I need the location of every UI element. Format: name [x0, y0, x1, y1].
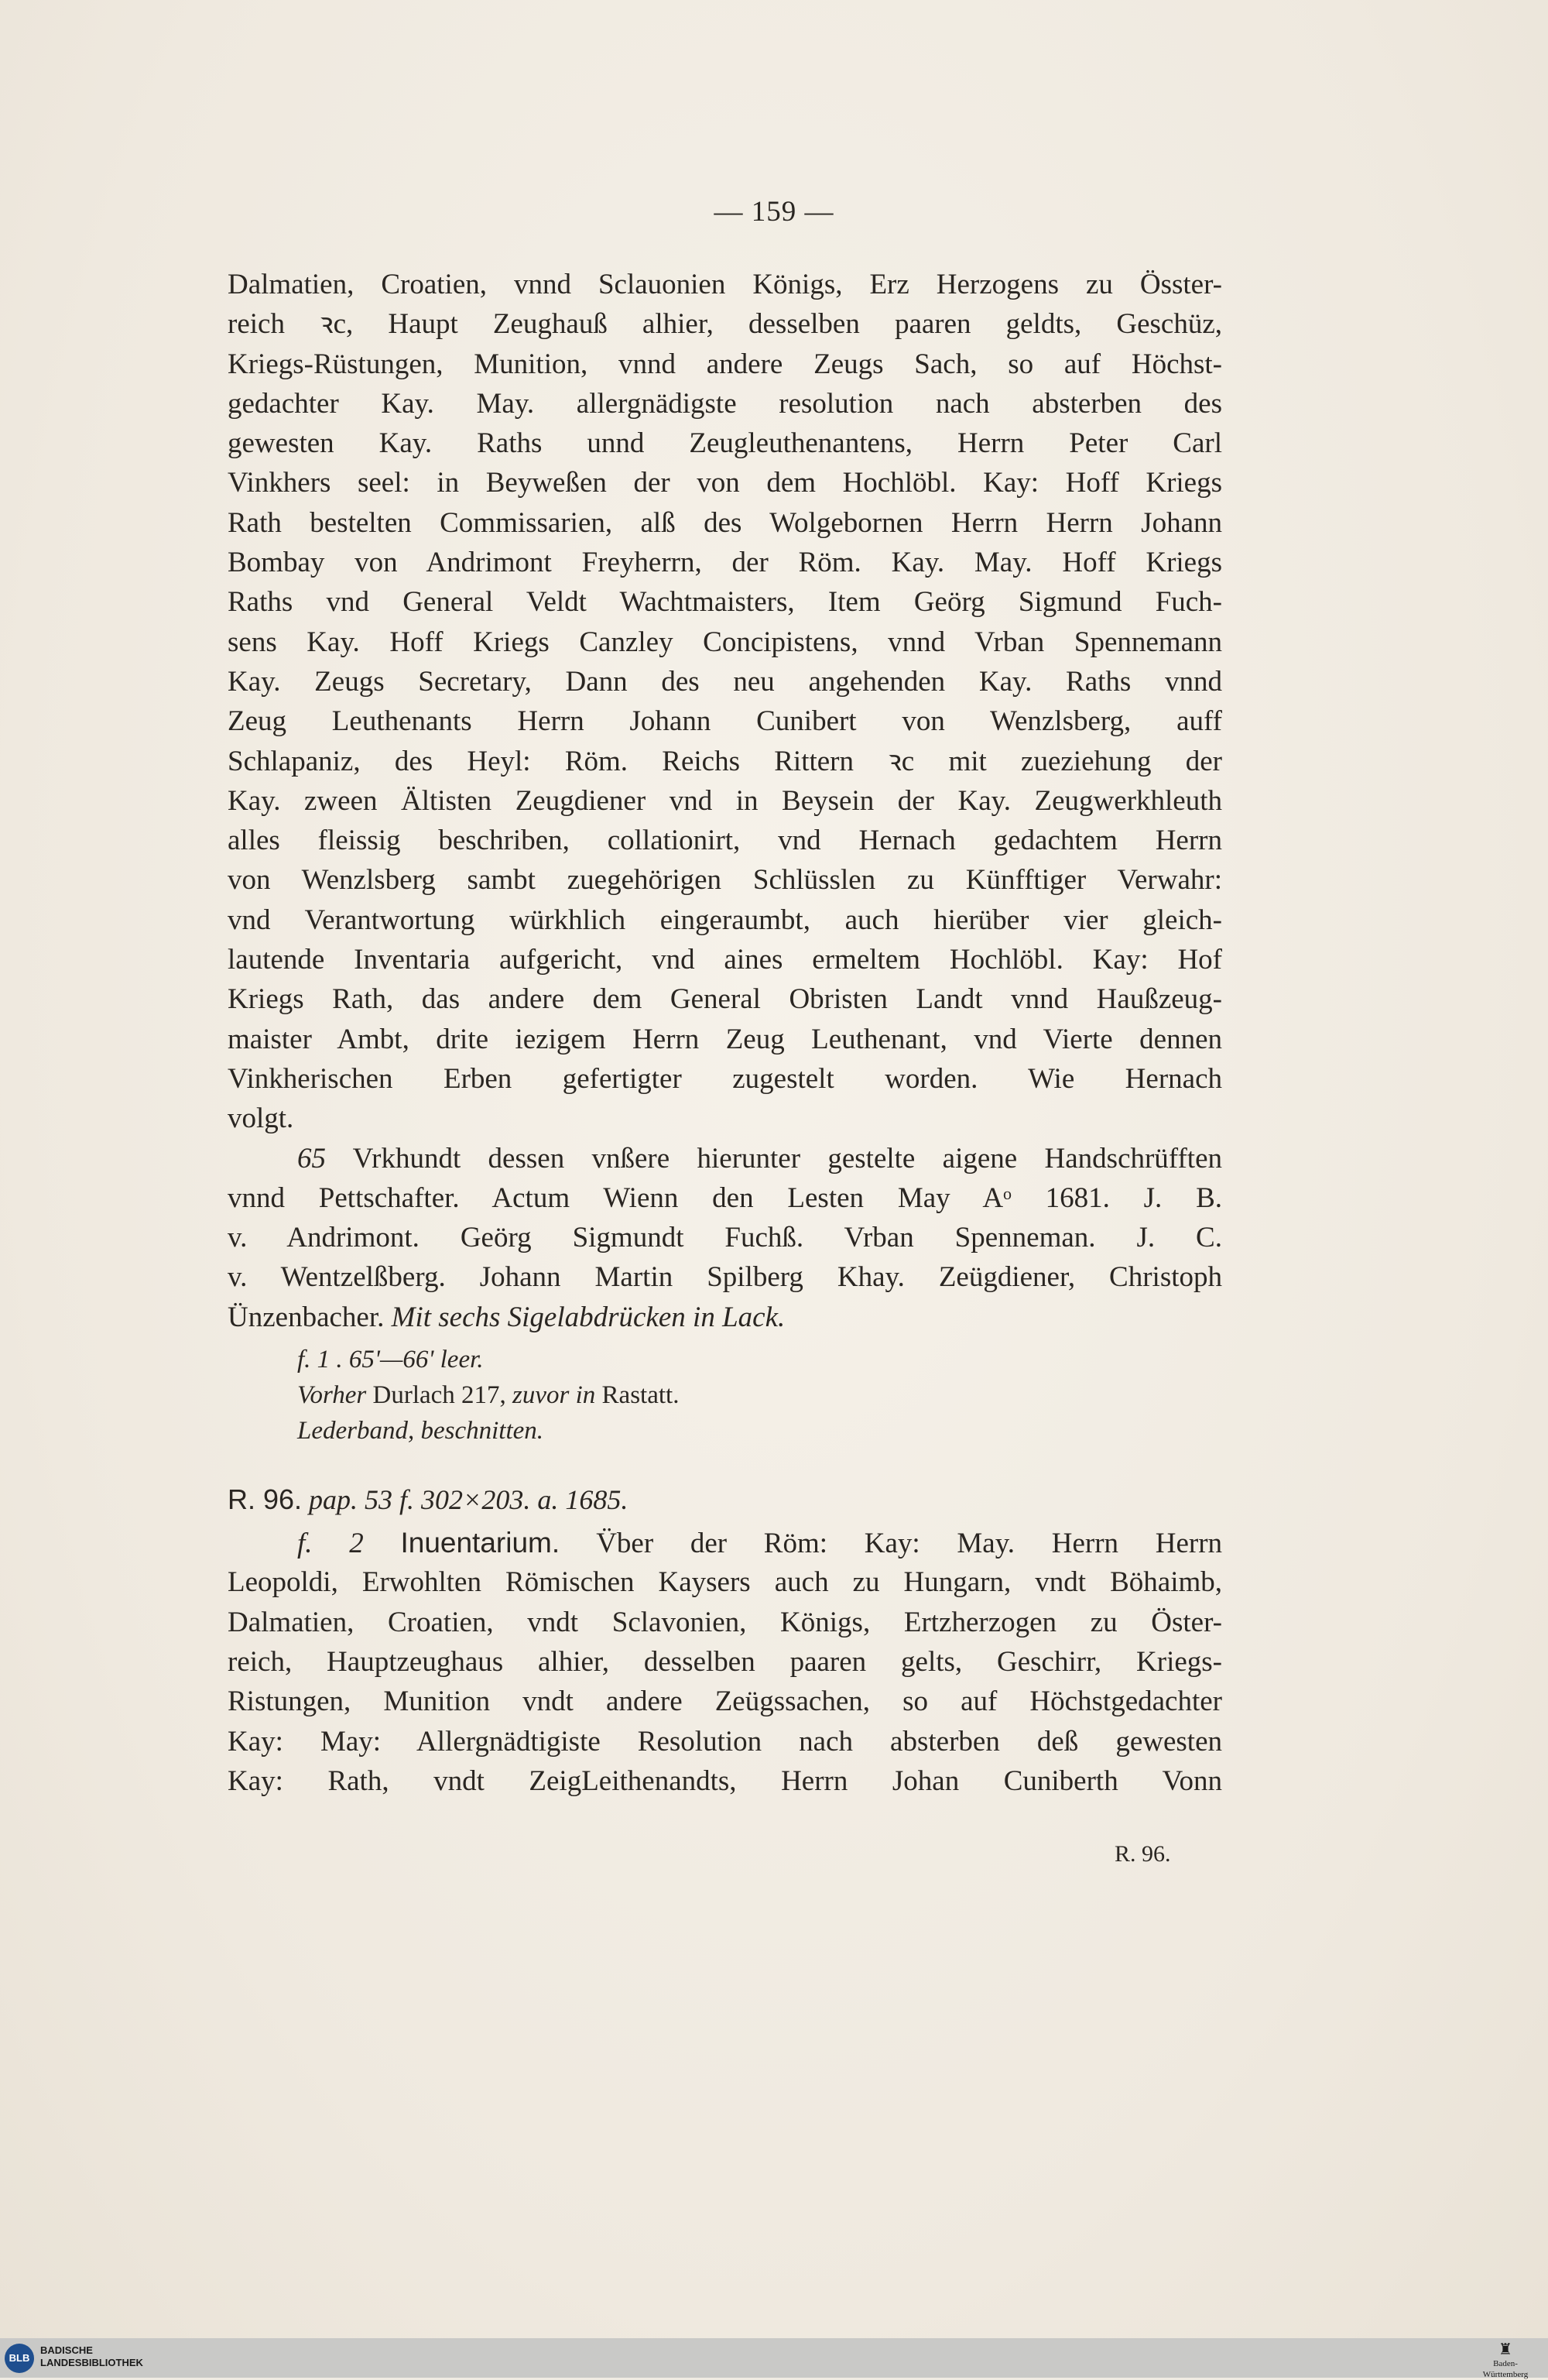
text-line: Ristungen, Munition vndt andere Zeügssachen, so auf Höchstgedachter [228, 1686, 1222, 1718]
state-name: Baden-Württemberg [1482, 2359, 1529, 2379]
manuscript-description: pap. 53 f. 302×203. a. 1685. [309, 1484, 628, 1516]
text-span: Rastatt. [595, 1381, 680, 1410]
paragraph-1 [228, 265, 1222, 1139]
entry-title: Inuentarium. [400, 1527, 560, 1559]
text-line: Dalmatien, Croatien, vndt Sclavonien, Königs, Ertzherzogen zu Öster- [228, 1606, 1222, 1638]
body-text [228, 265, 1222, 1801]
state-logo [1471, 2341, 1540, 2380]
text-line: Bombay von Andrimont Freyherrn, der Röm. Kay. May. Hoff Kriegs [228, 547, 1222, 579]
text-line: reich ꝛc, Haupt Zeughauß alhier, desselben paaren geldts, Geschüz, [228, 308, 1222, 341]
text-line: Kay. zween Ältisten Zeugdiener vnd in Beysein der Kay. Zeugwerkhleuth [228, 784, 1222, 817]
signature-mark: R. 96. [1115, 1841, 1171, 1867]
text-line [228, 1298, 1222, 1337]
text-span: BADISCHE [40, 2344, 93, 2356]
text-line: von Wenzlsberg sambt zuegehörigen Schlüsslen zu Künfftiger Verwahr: [228, 864, 1222, 897]
text-span: Durlach 217, [366, 1381, 513, 1410]
catalog-notes [228, 1342, 1222, 1449]
text-line: Zeug Leuthenants Herrn Johann Cunibert von Wenzlsberg, auff [228, 705, 1222, 738]
text-line: Kay: Rath, vndt ZeigLeithenandts, Herrn Johan Cuniberth Vonn [228, 1764, 1222, 1797]
footer-bar [0, 2338, 1548, 2378]
text-line [228, 1139, 1222, 1178]
coat-of-arms-icon: ♜ [1498, 2341, 1512, 2358]
text-span: Vorher [297, 1381, 367, 1410]
text-line: maister Ambt, drite iezigem Herrn Zeug Leuthenant, vnd Vierte dennen [228, 1023, 1222, 1055]
text-line: Kay: May: Allergnädtigiste Resolution nach absterben deß gewesten [228, 1725, 1222, 1758]
text-line: gedachter Kay. May. allergnädigste resolution nach absterben des [228, 387, 1222, 420]
folio-note: f. 1 . 65'—66' leer. [297, 1346, 484, 1374]
text-line: vnd Verantwortung würkhlich eingeraumbt, auch hierüber vier gleich- [228, 904, 1222, 936]
paragraph-3 [228, 1562, 1222, 1801]
text-line: v. Andrimont. Geörg Sigmundt Fuchß. Vrban Spenneman. J. C. [228, 1222, 1222, 1254]
text-line: v. Wentzelßberg. Johann Martin Spilberg Khay. Zeügdiener, Christoph [228, 1261, 1222, 1294]
text-line: gewesten Kay. Raths unnd Zeugleuthenantens, Herrn Peter Carl [228, 427, 1222, 460]
text-line: lautende Inventaria aufgericht, vnd aines ermeltem Hochlöbl. Kay: Hof [228, 944, 1222, 976]
text-line: Kriegs Rath, das andere dem General Obristen Landt vnnd Haußzeug- [228, 983, 1222, 1016]
text-line: sens Kay. Hoff Kriegs Canzley Concipistens, vnnd Vrban Spennemann [228, 626, 1222, 658]
text-line: Vinkhers seel: in Beyweßen der von dem Hochlöbl. Kay: Hoff Kriegs [228, 467, 1222, 499]
folio-ref: 65 [297, 1142, 326, 1175]
text-span: zuvor in [512, 1381, 596, 1410]
library-name [40, 2344, 143, 2369]
text-line: Kay. Zeugs Secretary, Dann des neu angehenden Kay. Raths vnnd [228, 665, 1222, 698]
text-line: Schlapaniz, des Heyl: Röm. Reichs Rittern ꝛc mit zueziehung der [228, 745, 1222, 777]
binding-note: Lederband, beschnitten. [297, 1417, 544, 1445]
provenance-note [228, 1377, 1222, 1413]
text-line: Dalmatien, Croatien, vnnd Sclauonien Königs, Erz Herzogens zu Össter- [228, 269, 1222, 300]
page-number: — 159 — [714, 196, 834, 228]
text-line: Kriegs-Rüstungen, Munition, vnnd andere Zeugs Sach, so auf Höchst- [228, 348, 1222, 380]
text-line: Vinkherischen Erben gefertigter zugestelt worden. Wie Hernach [228, 1062, 1222, 1095]
seal-note: Mit sechs Sigelabdrücken in Lack. [391, 1301, 786, 1333]
text-line: Leopoldi, Erwohlten Römischen Kaysers auch zu Hungarn, vndt Böhaimb, [228, 1566, 1222, 1599]
text-line: volgt. [228, 1103, 294, 1135]
text-line: reich, Hauptzeughaus alhier, desselben paaren gelts, Geschirr, Kriegs- [228, 1645, 1222, 1678]
text-line: vnnd Pettschafter. Actum Wienn den Lesten May Aᵒ 1681. J. B. [228, 1181, 1222, 1214]
text-span: LANDESBIBLIOTHEK [40, 2357, 143, 2368]
text-line [228, 1523, 1222, 1562]
text-span: Vrkhundt dessen vnßere hierunter gestelte aigene Handschrüfften [326, 1142, 1222, 1175]
shelfmark: R. 96. [228, 1483, 303, 1516]
blb-logo-icon: BLB [5, 2344, 34, 2373]
entry-heading [228, 1476, 1222, 1523]
text-span: V̈ber der Röm: Kay: May. Herrn Herrn [596, 1528, 1222, 1560]
text-line: alles fleissig beschriben, collationirt, vnd Hernach gedachtem Herrn [228, 825, 1222, 857]
text-span: Ünzenbacher. [228, 1301, 392, 1333]
text-line: Rath bestelten Commissarien, alß des Wolgebornen Herrn Herrn Johann [228, 506, 1222, 539]
folio-ref: f. 2 [297, 1528, 364, 1560]
text-line: Raths vnd General Veldt Wachtmaisters, Item Geörg Sigmund Fuch- [228, 586, 1222, 619]
